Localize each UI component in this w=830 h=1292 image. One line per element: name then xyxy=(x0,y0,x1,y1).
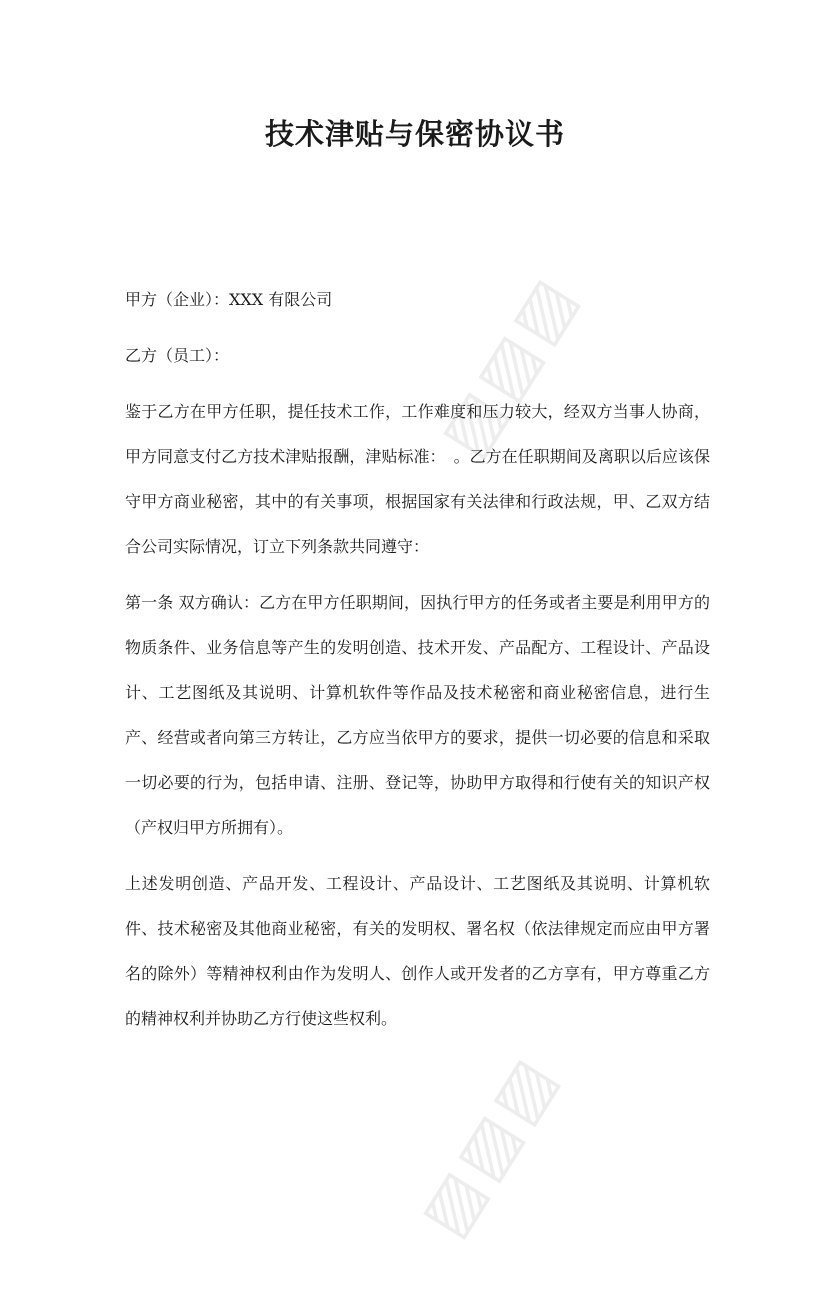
article-1-continued-paragraph: 上述发明创造、产品开发、工程设计、产品设计、工艺图纸及其说明、计算机软件、技术秘密及其他商业秘密，有关的发明权、署名权（依法律规定而应由甲方署名的除外）等精神权利由作为发明人、创作人或开发者的乙方享有，甲方尊重乙方的精神权利并协助乙方行使这些权利。 xyxy=(125,874,710,1028)
party-a-line: 甲方（企业）：XXX 有限公司 xyxy=(125,290,333,309)
article-1-paragraph: 第一条 双方确认：乙方在甲方任职期间，因执行甲方的任务或者主要是利用甲方的物质条件、业务信息等产生的发明创造、技术开发、产品配方、工程设计、产品设计、工艺图纸及其说明、计算机软件等作品及技术秘密和商业秘密信息，进行生产、经营或者向第三方转让，乙方应当依甲方的要求，提供一切必要的信息和采取一切必要的行为，包括申请、注册、登记等，协助甲方取得和行使有关的知识产权（产权归甲方所拥有）。 xyxy=(125,593,710,837)
watermark-graphic: ▨▨▨ xyxy=(425,260,595,470)
recital-paragraph: 鉴于乙方在甲方任职，提任技术工作，工作难度和压力较大，经双方当事人协商，甲方同意支付乙方技术津贴报酬，津贴标准： 。乙方在任职期间及离职以后应该保守甲方商业秘密，其中的有关事项，根据国家有关法律和行政法规，甲、乙双方结合公司实际情况，订立下列条款共同遵守： xyxy=(125,402,710,556)
party-b-line: 乙方（员工）： xyxy=(125,346,230,365)
watermark-graphic: ▨▨▨ xyxy=(405,1040,575,1250)
document-body xyxy=(125,277,710,1041)
document-title: 技术津贴与保密协议书 xyxy=(264,117,565,151)
